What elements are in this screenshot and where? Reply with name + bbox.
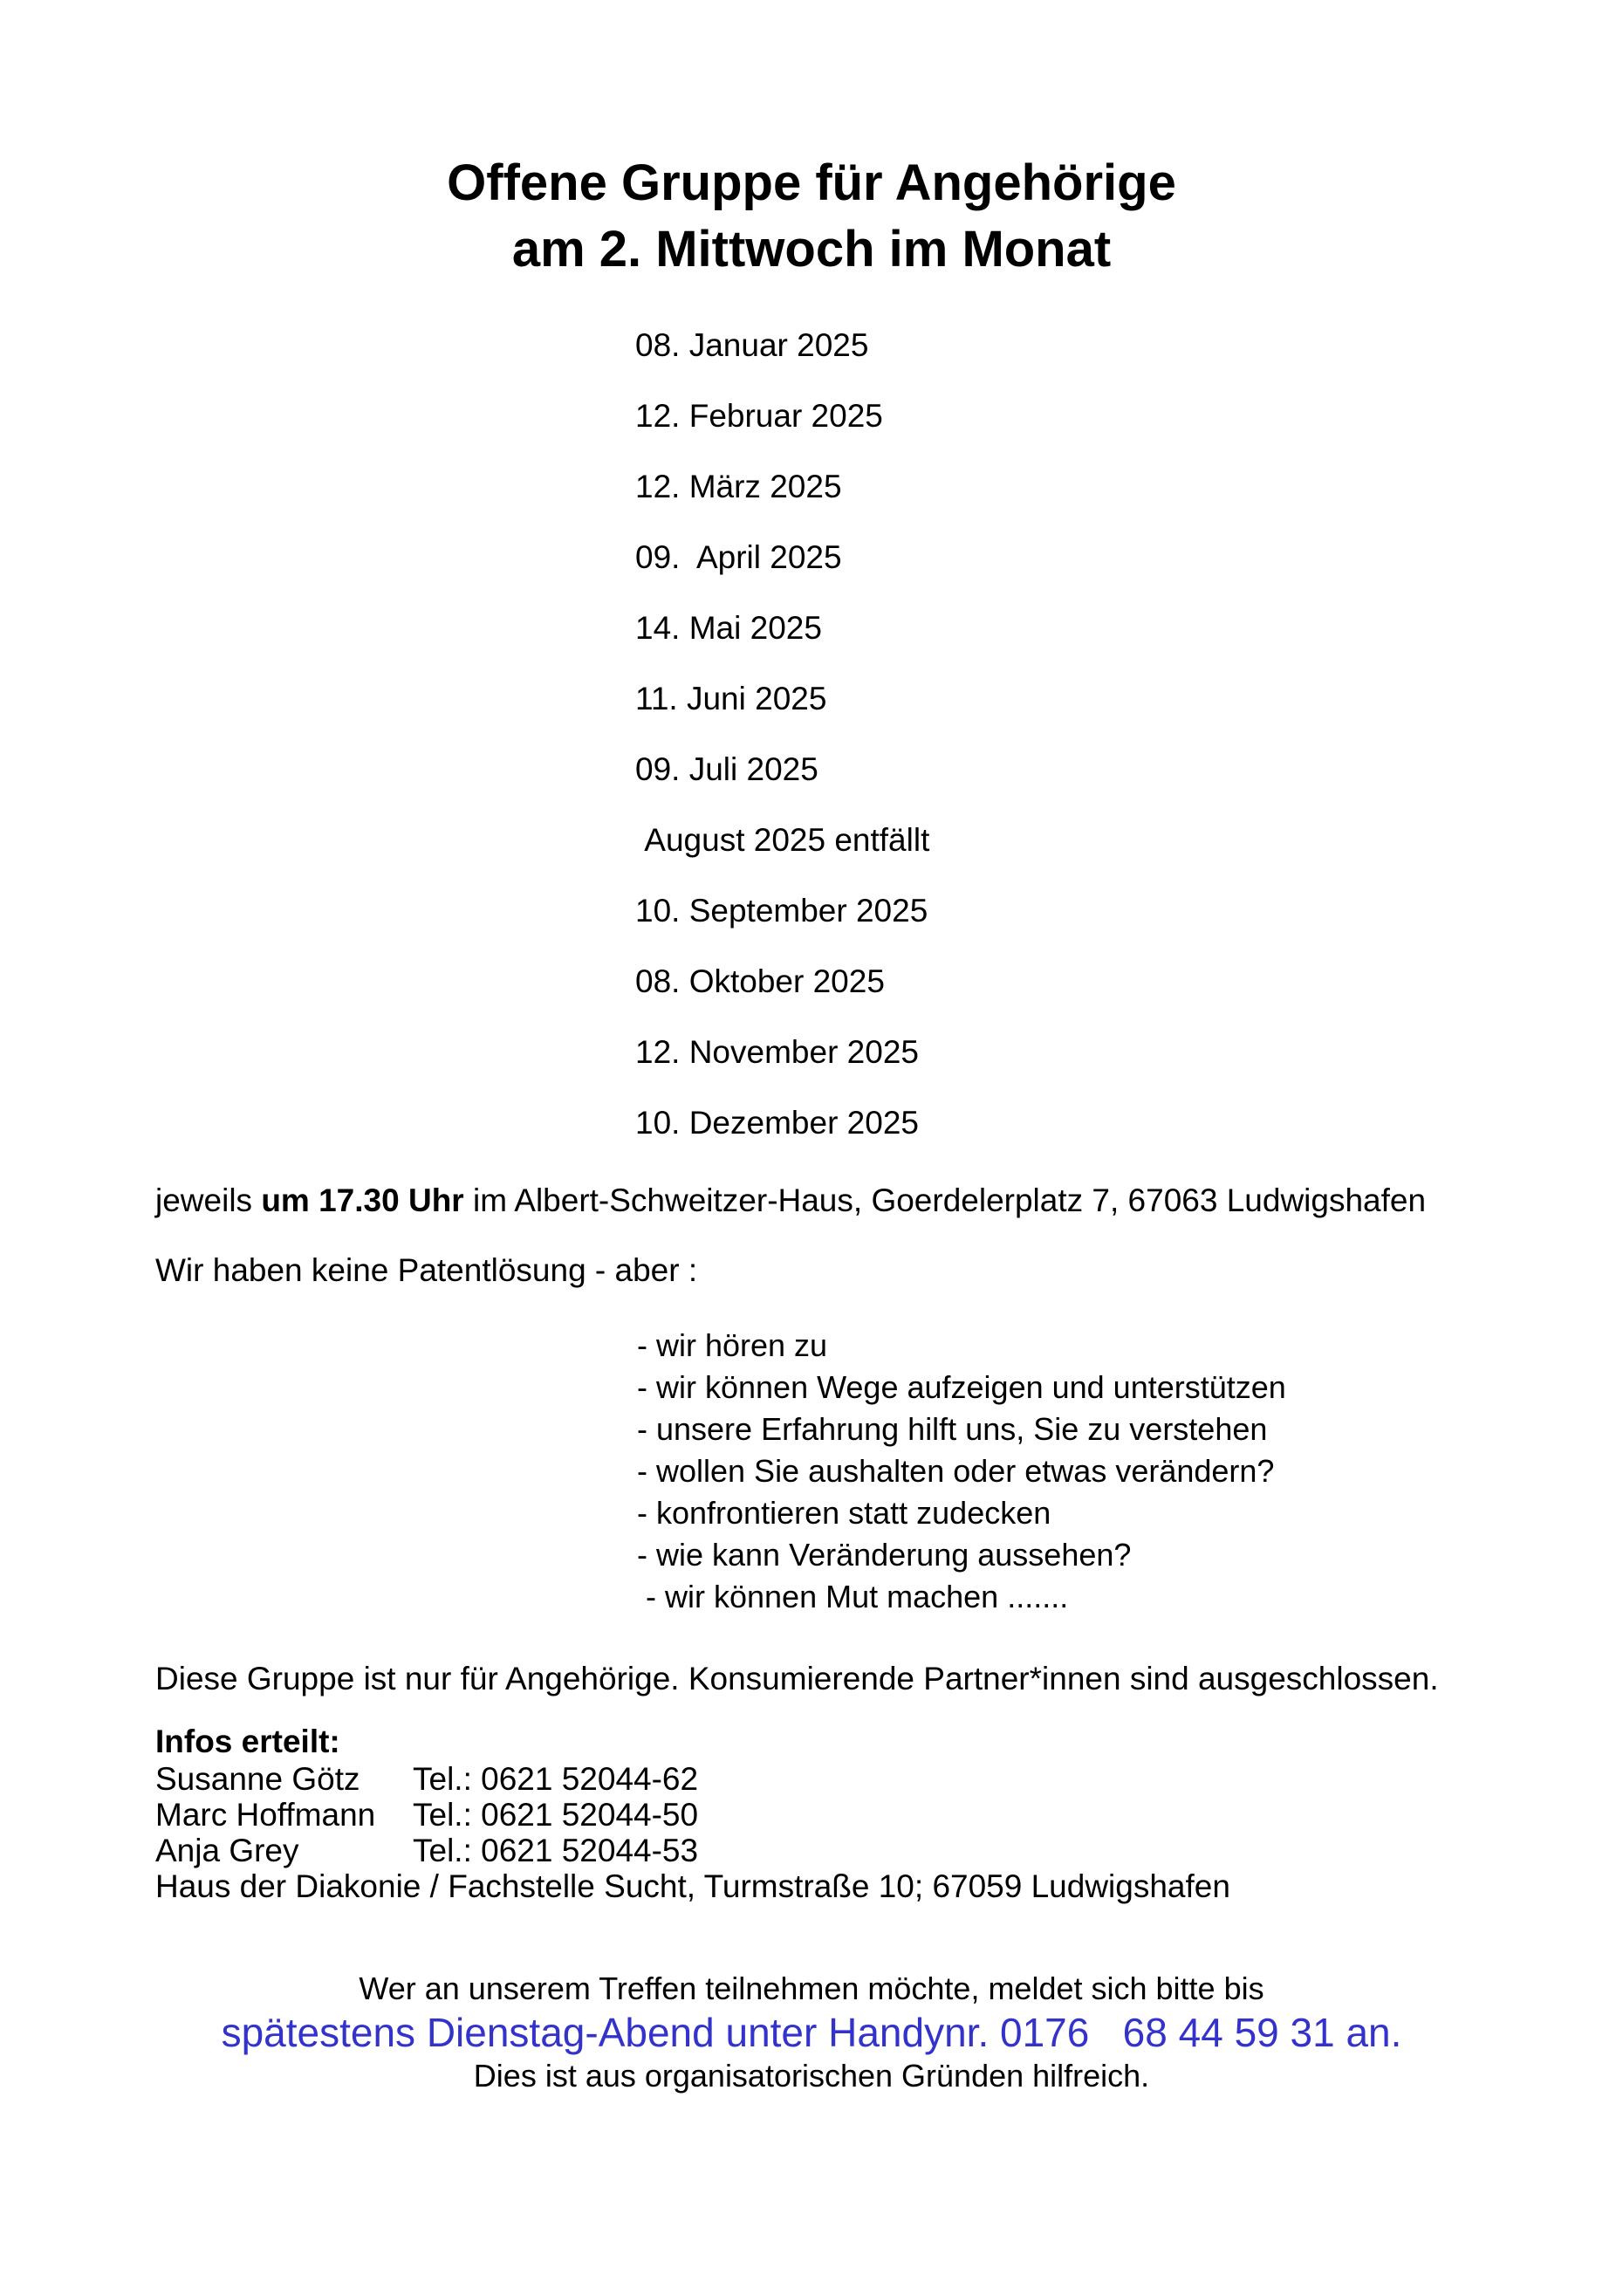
meeting-date: 09. April 2025	[635, 539, 842, 575]
contact-name: Marc Hoffmann	[155, 1797, 376, 1833]
schedule-prefix: jeweils	[155, 1182, 262, 1218]
page-title-line-2: am 2. Mittwoch im Monat	[511, 221, 1112, 278]
offer-item: - wollen Sie aushalten oder etwas verändern?	[637, 1453, 1275, 1489]
contact-name: Susanne Götz	[155, 1761, 360, 1797]
contact-row	[155, 1797, 1623, 1833]
offers-list	[637, 1325, 1623, 1618]
contact-phone: Tel.: 0621 52044-62	[413, 1761, 699, 1797]
schedule-time: um 17.30 Uhr	[261, 1182, 464, 1218]
page-title	[0, 0, 1623, 283]
meeting-dates-list	[635, 326, 1623, 1142]
meeting-date: 10. September 2025	[635, 893, 928, 929]
contact-heading: Infos erteilt:	[155, 1724, 340, 1759]
offer-item: - wir können Mut machen .......	[637, 1579, 1069, 1614]
offer-item: - unsere Erfahrung hilft uns, Sie zu verstehen	[637, 1411, 1268, 1447]
contact-phone: Tel.: 0621 52044-53	[413, 1833, 699, 1868]
meeting-date: 08. Oktober 2025	[635, 963, 885, 999]
offer-item: - wir hören zu	[637, 1327, 828, 1363]
meeting-date: 12. November 2025	[635, 1034, 919, 1070]
offer-item: - wir können Wege aufzeigen und unterstützen	[637, 1369, 1286, 1405]
exclusion-note: Diese Gruppe ist nur für Angehörige. Konsumierende Partner*innen sind ausgeschlossen.	[155, 1661, 1439, 1696]
meeting-date: 14. Mai 2025	[635, 610, 822, 646]
offer-item: - wie kann Veränderung aussehen?	[637, 1537, 1132, 1573]
contact-row	[155, 1761, 1623, 1797]
contact-address: Haus der Diakonie / Fachstelle Sucht, Turmstraße 10; 67059 Ludwigshafen	[155, 1868, 1230, 1904]
registration-footer	[0, 1970, 1623, 2095]
offer-item: - konfrontieren statt zudecken	[637, 1495, 1051, 1531]
meeting-date-cancelled: August 2025 entfällt	[635, 822, 930, 858]
contact-phone: Tel.: 0621 52044-50	[413, 1797, 699, 1833]
contact-name: Anja Grey	[155, 1833, 299, 1868]
footer-note-line-3: Dies ist aus organisatorischen Gründen hilfreich.	[473, 2058, 1150, 2094]
meeting-date: 11. Juni 2025	[635, 681, 827, 716]
meeting-date: 09. Juli 2025	[635, 751, 818, 787]
contact-row	[155, 1833, 1623, 1868]
page-title-line-1: Offene Gruppe für Angehörige	[447, 154, 1176, 211]
intro-line: Wir haben keine Patentlösung - aber :	[155, 1252, 698, 1288]
meeting-date: 10. Dezember 2025	[635, 1105, 919, 1141]
schedule-line	[155, 1182, 1518, 1220]
meeting-date: 12. Februar 2025	[635, 398, 883, 434]
footer-note-line-1: Wer an unserem Treffen teilnehmen möchte, meldet sich bitte bis	[359, 1970, 1264, 2006]
schedule-location: im Albert-Schweitzer-Haus, Goerdelerplatz 7, 67063 Ludwigshafen	[463, 1182, 1427, 1218]
footer-highlight-line: spätestens Dienstag-Abend unter Handynr. 0176 68 44 59 31 an.	[221, 2010, 1402, 2055]
meeting-date: 08. Januar 2025	[635, 327, 869, 363]
meeting-date: 12. März 2025	[635, 469, 842, 504]
